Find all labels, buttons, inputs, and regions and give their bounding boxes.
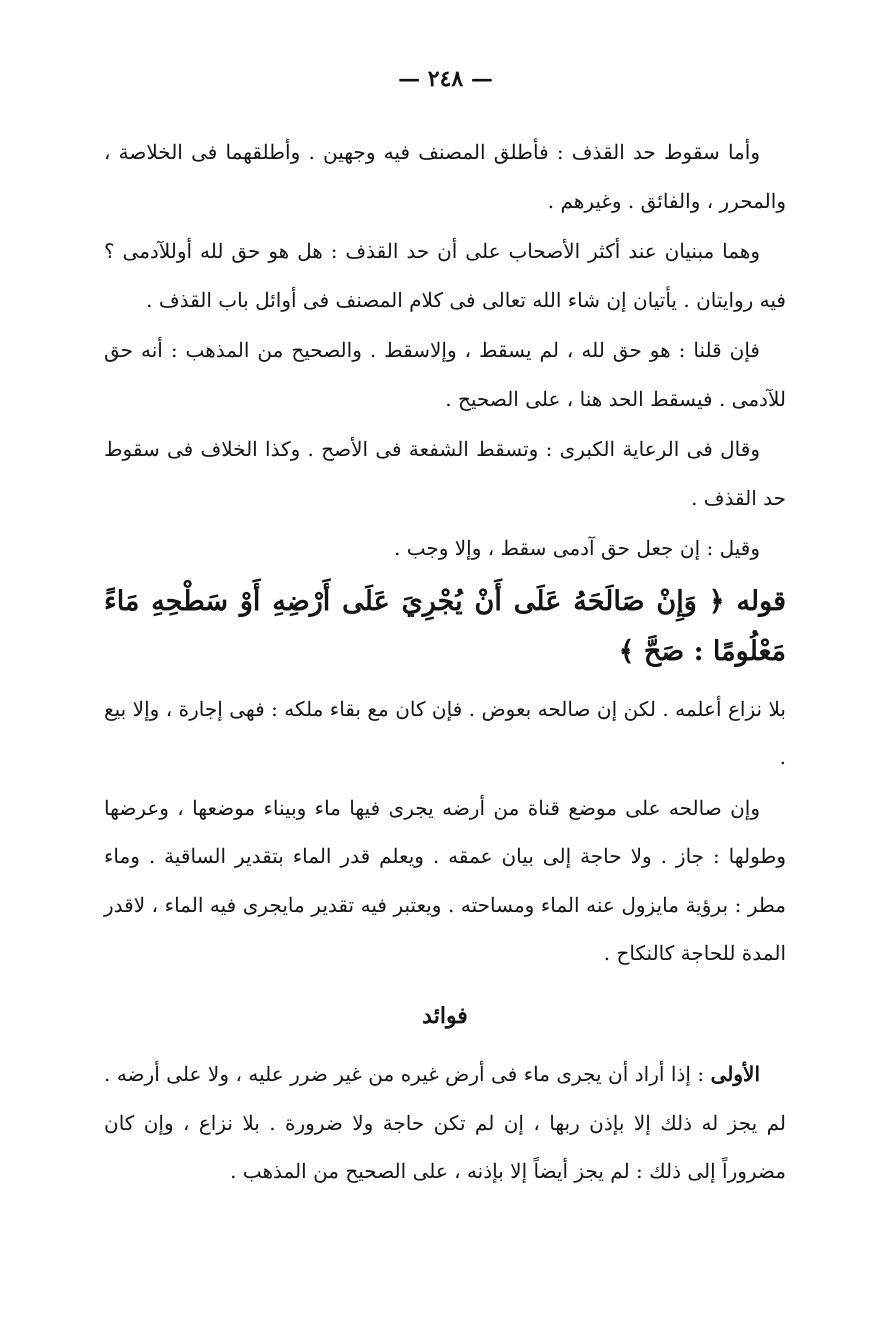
paragraph-qanat: وإن صالحه على موضع قناة من أرضه يجرى فيها ماء وبيناء موضعها ، وعرضها وطولها : جاز . ولا حاجة إلى بيان عمقه . ويعلم قدر الماء بتقدير الساقية . وماء مطر : برؤية مايزول عنه الماء ومساحته . ويعتبر فيه تقدير مايجرى فيه الماء ، لاقدر المدة للحاجة كالنكاح . — [104, 795, 786, 965]
quote-lead-word: قوله — [736, 585, 786, 617]
section-heading: فوائد — [422, 1002, 468, 1029]
paragraph-hadd-qadhf: وأما سقوط حد القذف : فأطلق المصنف فيه وجهين . وأطلقهما فى الخلاصة ، والمحرر ، والفائق . وغيرهم . — [104, 140, 786, 213]
paragraph-mabniyan: وهما مبنيان عند أكثر الأصحاب على أن حد القذف : هل هو حق لله أوللآدمى ؟ فيه روايتان . يأتيان إن شاء الله تعالى فى كلام المصنف فى أوائل باب القذف . — [104, 239, 786, 312]
paragraph-fawaid-first — [104, 1050, 786, 1196]
paragraph-in-qulna: فإن قلنا : هو حق لله ، لم يسقط ، وإلاسقط . والصحيح من المذهب : أنه حق للآدمى . فيسقط الحد هنا ، على الصحيح . — [104, 338, 786, 411]
quote-text: ﴿ وَإِنْ صَالَحَهُ عَلَى أَنْ يُجْرِيَ عَلَى أَرْضِهِ أَوْ سَطْحِهِ مَاءً مَعْلُومًا : صَحَّ ﴾ — [104, 585, 786, 667]
quoted-matn — [104, 577, 786, 677]
page-body — [104, 128, 786, 1198]
fawaid-text: : إذا أراد أن يجرى ماء فى أرض غيره من غير ضرر عليه ، ولا على أرضه . لم يجز له ذلك إلا بإذن ربها ، إن لم تكن حاجة ولا ضرورة . بلا نزاع ، وإن كان مضروراً إلى ذلك : لم يجز أيضاً إلا بإذنه ، على الصحيح من المذهب . — [104, 1062, 786, 1183]
paragraph-riaya-kubra: وقال فى الرعاية الكبرى : وتسقط الشفعة فى الأصح . وكذا الخلاف فى سقوط حد القذف . — [104, 437, 786, 510]
paragraph-qila: وقيل : إن جعل حق آدمى سقط ، وإلا وجب . — [394, 536, 760, 560]
paragraph-bila-niza: بلا نزاع أعلمه . لكن إن صالحه بعوض . فإن كان مع بقاء ملكه : فهى إجارة ، وإلا بيع . — [104, 696, 786, 769]
page-number: — ٢٤٨ — — [398, 66, 493, 92]
fawaid-lead-word: الأولى — [710, 1062, 760, 1086]
